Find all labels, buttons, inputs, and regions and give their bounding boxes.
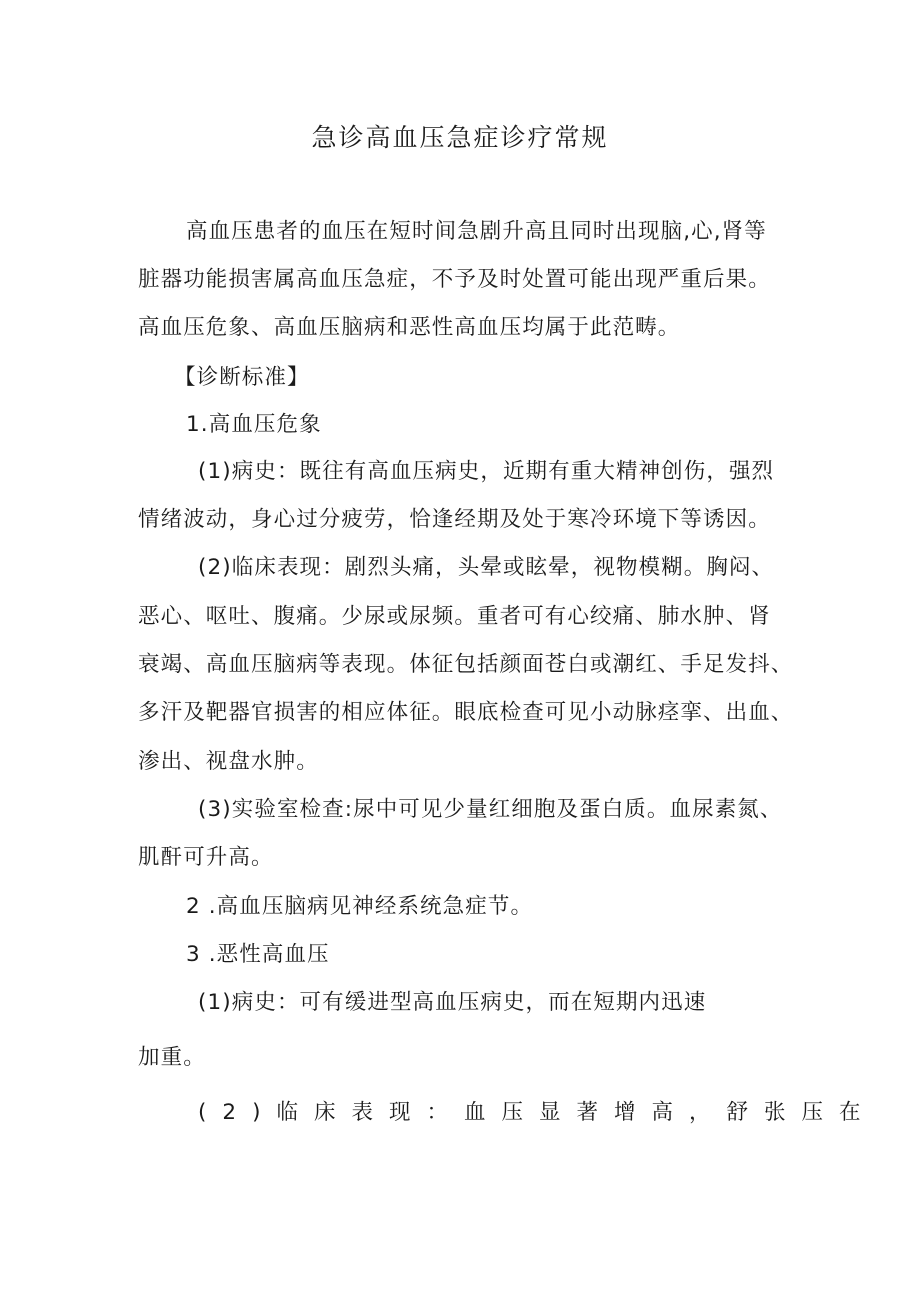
item1-heading: 1.高血压危象: [186, 412, 322, 437]
item1-history-line-2: 情绪波动，身心过分疲劳，恰逢经期及处于寒冷环境下等诱因。: [138, 507, 771, 532]
intro-line-1: 高血压患者的血压在短时间急剧升高且同时出现脑,心,肾等: [186, 219, 767, 244]
item1-clinical-line-2: 恶心、呕吐、腹痛。少尿或尿频。重者可有心绞痛、肺水肿、肾: [138, 604, 771, 629]
intro-line-3: 高血压危象、高血压脑病和恶性高血压均属于此范畴。: [138, 315, 681, 340]
section-heading: 【诊断标准】: [174, 365, 310, 390]
item3-history-line-1: (1)病史：可有缓进型高血压病史，而在短期内迅速: [198, 990, 707, 1015]
document-title: 急诊高血压急症诊疗常规: [311, 123, 609, 152]
item2-heading: 2 .高血压脑病见神经系统急症节。: [186, 894, 534, 919]
item1-lab-line-1: (3)实验室检查:尿中可见少量红细胞及蛋白质。血尿素氮、: [198, 797, 783, 822]
item3-heading: 3 .恶性高血压: [186, 942, 330, 967]
item3-history-line-2: 加重。: [138, 1045, 206, 1070]
item1-history-line-1: (1)病史：既往有高血压病史，近期有重大精神创伤，强烈: [198, 459, 775, 484]
item3-clinical-line-1: (2)临床表现：血压显著增高，舒张压在: [198, 1100, 877, 1125]
item1-lab-line-2: 肌酐可升高。: [138, 845, 274, 870]
intro-line-2: 脏器功能损害属高血压急症，不予及时处置可能出现严重后果。: [138, 267, 771, 292]
item1-clinical-line-1: (2)临床表现：剧烈头痛，头晕或眩晕，视物模糊。胸闷、: [198, 555, 775, 580]
item1-clinical-line-5: 渗出、视盘水肿。: [138, 749, 319, 774]
item1-clinical-line-4: 多汗及靶器官损害的相应体征。眼底检查可见小动脉痉挛、出血、: [138, 700, 794, 725]
item1-clinical-line-3: 衰竭、高血压脑病等表现。体征包括颜面苍白或潮红、手足发抖、: [138, 652, 794, 677]
